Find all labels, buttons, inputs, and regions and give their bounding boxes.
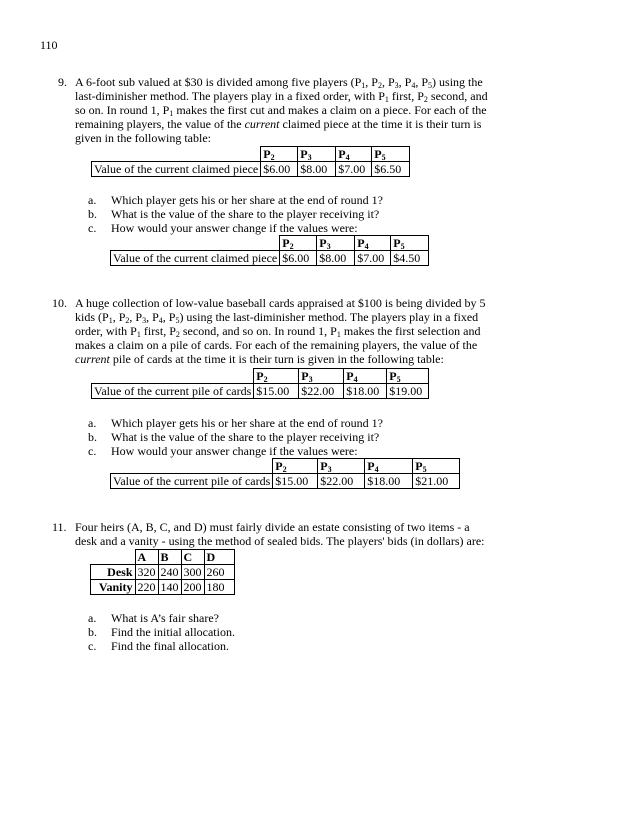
- problem-number: 9.: [58, 75, 67, 89]
- cell: $18.00: [365, 474, 413, 489]
- cell: $15.00: [254, 384, 299, 399]
- question-text: Find the final allocation.: [111, 639, 229, 653]
- problem-text: A 6-foot sub valued at $30 is divided among five players ($P_1$, $P_2$, $P_3$, $P_4$, $P_5$) using the last-diminisher method. The players play in a fixed order, with $P_1$ first, $P_2$ second, and so on. In round 1, $P_1$ makes the first cut and makes a claim on a piece. For each of the remaining players, the value of the current claimed piece at the time it is their turn is given in the following table:: [75, 75, 488, 145]
- cell: $6.00: [261, 162, 298, 177]
- problem-text: A huge collection of low-value baseball cards appraised at $100 is being divided by 5 kids ($P_1$, $P_2$, $P_3$, $P_4$, $P_5$) using the last-diminisher method. The players play in a fixed order, with $P_1$ first, $P_2$ second, and so on. In round 1, $P_1$ makes the first selection and makes a claim on a pile of cards. For each of the remaining players, the value of the current pile of cards at the time it is their turn is given in the following table:: [75, 296, 486, 366]
- cell: $7.00: [355, 251, 391, 266]
- problem-text: Four heirs (A, B, C, and D) must fairly divide an estate consisting of two items - a desk and a vanity - using the method of sealed bids. The players' bids (in dollars) are:: [75, 520, 485, 548]
- cell: 320: [135, 565, 158, 580]
- cell: $6.50: [372, 162, 410, 177]
- cell: $19.00: [387, 384, 429, 399]
- question-text: Find the initial allocation.: [111, 625, 235, 639]
- question-text: Which player gets his or her share at the end of round 1?: [111, 416, 383, 430]
- problem-10: [52, 296, 525, 366]
- cell: 180: [204, 580, 234, 595]
- row-label: Value of the current pile of cards: [111, 474, 273, 489]
- problem-9: [58, 75, 525, 145]
- cell: $21.00: [413, 474, 460, 489]
- cell: 140: [158, 580, 181, 595]
- cell: $22.00: [299, 384, 344, 399]
- cell: 220: [135, 580, 158, 595]
- question-text: Which player gets his or her share at the end of round 1?: [111, 193, 383, 207]
- row-label: Vanity: [91, 580, 136, 595]
- question-text: How would your answer change if the values were:: [111, 444, 358, 458]
- p10-table-1: $P_2$ $P_3$ $P_4$ $P_5$ Value of the current pile of cards $15.00 $22.00 $18.00 $19.00: [91, 368, 429, 399]
- row-label: Value of the current pile of cards: [92, 384, 254, 399]
- question-text: What is the value of the share to the player receiving it?: [111, 430, 380, 444]
- cell: 200: [181, 580, 204, 595]
- cell: $18.00: [344, 384, 387, 399]
- problem-number: 10.: [52, 296, 67, 310]
- p9-table-1: $P_2$ $P_3$ $P_4$ $P_5$ Value of the current claimed piece $6.00 $8.00 $7.00 $6.50: [91, 146, 410, 177]
- row-label: Desk: [91, 565, 136, 580]
- question-text: What is the value of the share to the player receiving it?: [111, 207, 380, 221]
- page-number: 110: [40, 38, 58, 52]
- cell: 300: [181, 565, 204, 580]
- problem-11: [52, 520, 525, 548]
- question-text: How would your answer change if the values were:: [111, 221, 358, 235]
- cell: $4.50: [391, 251, 429, 266]
- row-label: Value of the current claimed piece: [92, 162, 261, 177]
- p10-table-2: $P_2$ $P_3$ $P_4$ $P_5$ Value of the current pile of cards $15.00 $22.00 $18.00 $21.00: [110, 458, 460, 489]
- cell: $8.00: [298, 162, 336, 177]
- cell: $22.00: [318, 474, 365, 489]
- cell: 240: [158, 565, 181, 580]
- cell: $8.00: [317, 251, 355, 266]
- row-label: Value of the current claimed piece: [111, 251, 280, 266]
- problem-number: 11.: [52, 520, 67, 534]
- cell: 260: [204, 565, 234, 580]
- question-text: What is A’s fair share?: [111, 611, 219, 625]
- p9-table-2: $P_2$ $P_3$ $P_4$ $P_5$ Value of the current claimed piece $6.00 $8.00 $7.00 $4.50: [110, 235, 429, 266]
- cell: $6.00: [280, 251, 317, 266]
- cell: $7.00: [336, 162, 372, 177]
- bids-table: A B C D Desk 320 240 300 260 Vanity 220 140 200 180: [90, 549, 235, 595]
- cell: $15.00: [273, 474, 318, 489]
